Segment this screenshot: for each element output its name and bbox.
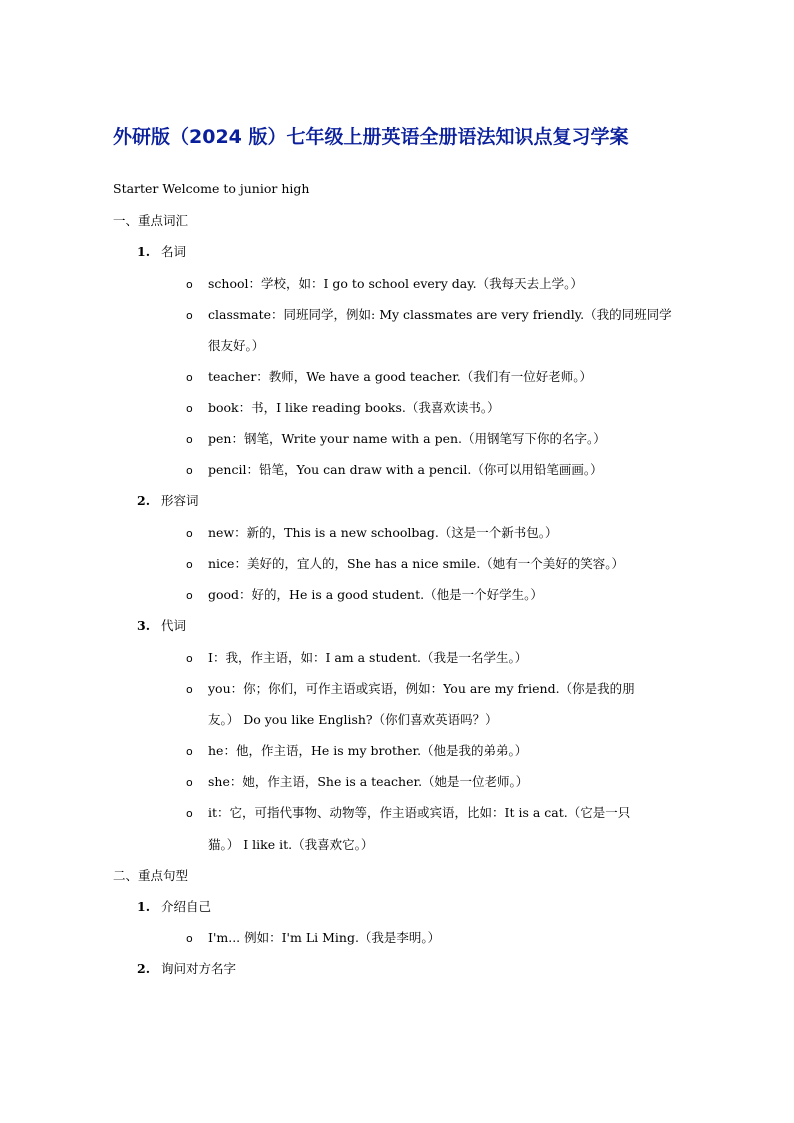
section-heading-vocabulary: 一、重点词汇 — [113, 213, 189, 228]
list-item: o you：你；你们，可作主语或宾语，例如：You are my friend.（你是我的朋 — [186, 681, 635, 696]
list-item-continuation: 友。） Do you like English?（你们喜欢英语吗？） — [208, 712, 498, 727]
group-heading-ask-name — [137, 961, 236, 977]
list-item: o nice：美好的，宜人的，She has a nice smile.（她有一个美好的笑容。） — [186, 556, 625, 571]
bullet-icon: o — [186, 558, 193, 571]
bullet-icon: o — [186, 932, 193, 945]
group-label: 形容词 — [161, 493, 199, 508]
group-label: 名词 — [161, 244, 187, 259]
list-item: o book：书，I like reading books.（我喜欢读书。） — [186, 400, 500, 415]
bullet-icon: o — [186, 776, 193, 789]
list-item: o I'm... 例如：I'm Li Ming.（我是李明。） — [186, 930, 441, 945]
bullet-icon: o — [186, 309, 193, 322]
list-item-continuation: 猫。） I like it.（我喜欢它。） — [208, 837, 374, 852]
list-item: o good：好的，He is a good student.（他是一个好学生。） — [186, 587, 543, 602]
list-item: o I：我，作主语，如：I am a student.（我是一名学生。） — [186, 650, 528, 665]
bullet-icon: o — [186, 683, 193, 696]
bullet-icon: o — [186, 589, 193, 602]
list-item: o it：它，可指代事物、动物等，作主语或宾语，比如：It is a cat.（它是一只 — [186, 805, 631, 820]
bullet-icon: o — [186, 745, 193, 758]
bullet-icon: o — [186, 433, 193, 446]
group-number: 3. — [137, 618, 151, 633]
bullet-icon: o — [186, 278, 193, 291]
list-item: o he：他，作主语，He is my brother.（他是我的弟弟。） — [186, 743, 528, 758]
list-item: o she：她，作主语，She is a teacher.（她是一位老师。） — [186, 774, 529, 789]
group-label: 询问对方名字 — [161, 961, 237, 976]
group-label: 介绍自己 — [161, 899, 212, 914]
bullet-icon: o — [186, 402, 193, 415]
bullet-icon: o — [186, 464, 193, 477]
group-number: 1. — [137, 899, 151, 914]
group-number: 2. — [137, 961, 151, 976]
group-heading-nouns — [137, 244, 186, 260]
list-item: o teacher：教师，We have a good teacher.（我们有一位好老师。） — [186, 369, 593, 384]
list-item-continuation: 很友好。） — [208, 338, 265, 353]
group-heading-adjectives — [137, 493, 199, 509]
section-heading-sentence-patterns: 二、重点句型 — [113, 868, 189, 883]
group-heading-pronouns — [137, 618, 186, 634]
list-item: o classmate：同班同学，例如: My classmates are very friendly.（我的同班同学 — [186, 307, 672, 322]
list-item: o pencil：铅笔，You can draw with a pencil.（你可以用铅笔画画。） — [186, 462, 603, 477]
bullet-icon: o — [186, 527, 193, 540]
group-number: 2. — [137, 493, 151, 508]
bullet-icon: o — [186, 652, 193, 665]
group-label: 代词 — [161, 618, 187, 633]
bullet-icon: o — [186, 371, 193, 384]
unit-heading: Starter Welcome to junior high — [113, 181, 310, 196]
list-item: o pen：钢笔，Write your name with a pen.（用钢笔写下你的名字。） — [186, 431, 606, 446]
group-number: 1. — [137, 244, 151, 259]
group-heading-introduce-yourself — [137, 899, 211, 915]
page-title: 外研版（2024 版）七年级上册英语全册语法知识点复习学案 — [113, 126, 629, 148]
list-item: o school：学校，如：I go to school every day.（我每天去上学。） — [186, 276, 583, 291]
bullet-icon: o — [186, 807, 193, 820]
list-item: o new：新的，This is a new schoolbag.（这是一个新书包。） — [186, 525, 558, 540]
